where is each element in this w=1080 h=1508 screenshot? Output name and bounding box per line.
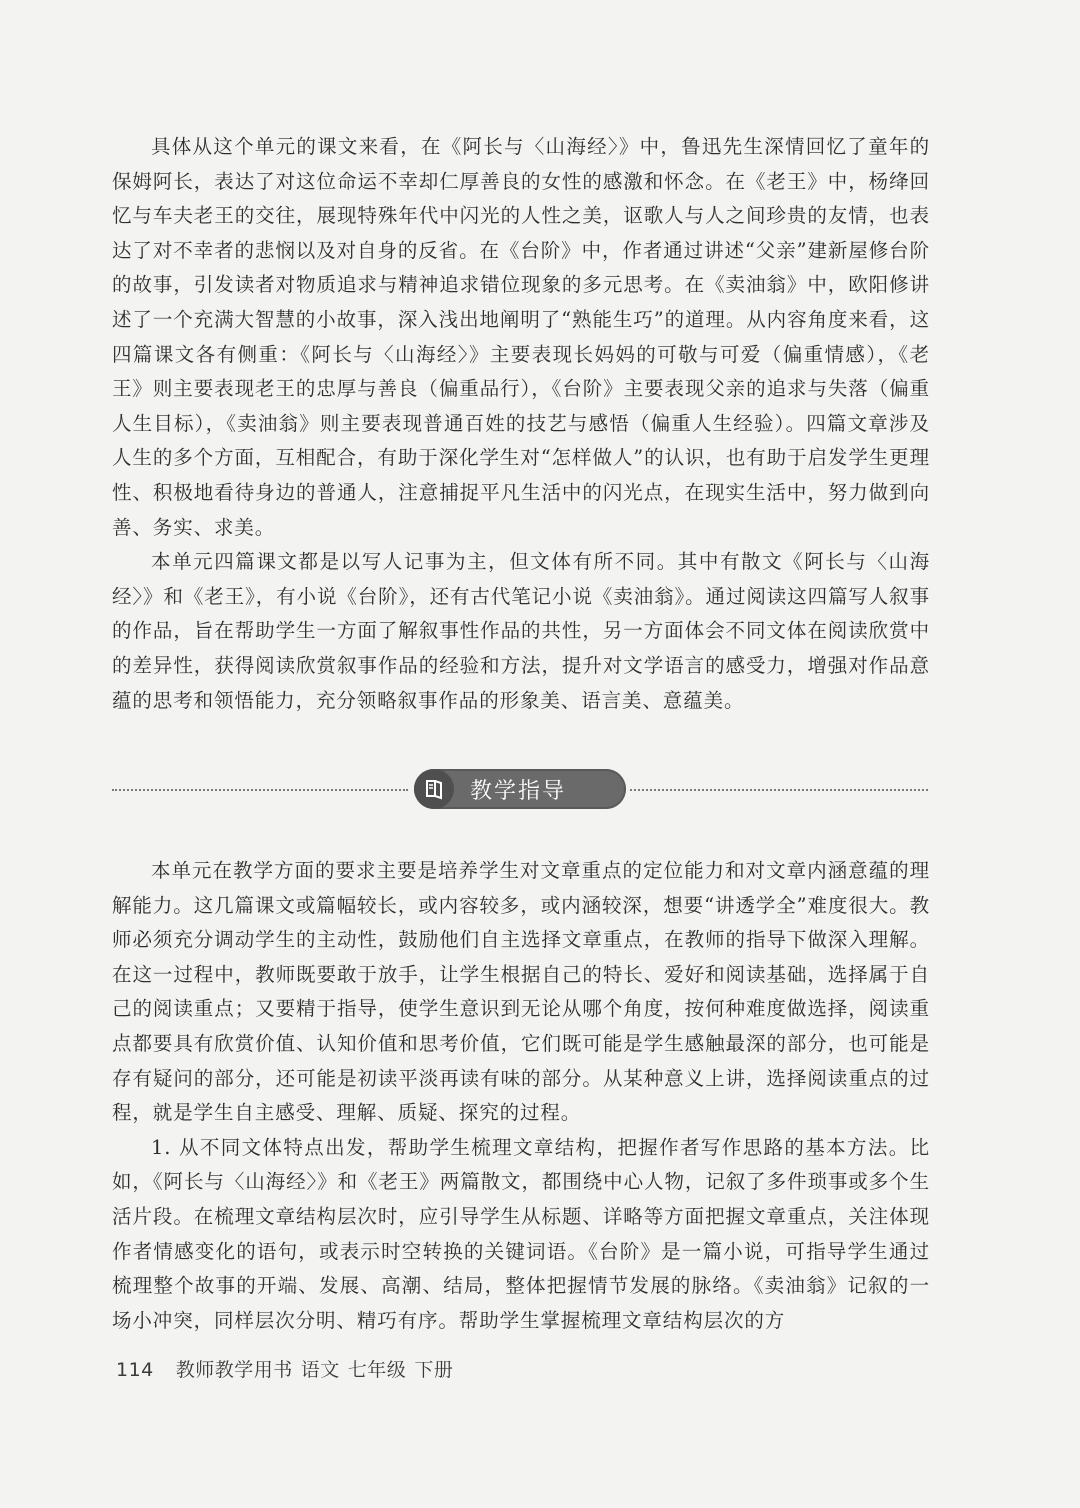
subject: 语文: [300, 1359, 340, 1381]
dotted-divider-right: [630, 789, 928, 791]
section-title: 教学指导: [470, 778, 567, 804]
dotted-divider-left: [112, 789, 408, 791]
paragraph: 1. 从不同文体特点出发，帮助学生梳理文章结构，把握作者写作思路的基本方法。比如，《阿长与〈山海经〉》和《老王》两篇散文，都围绕中心人物，记叙了多件琐事或多个生活片段。在梳理文章结构层次时，应引导学生从标题、详略等方面把握文章重点，关注体现作者情感变化的语句，或表示时空转换的关键词语。《台阶》是一篇小说，可指导学生通过梳理整个故事的开端、发展、高潮、结局，整体把握情节发展的脉络。《卖油翁》记叙的一场小冲突，同样层次分明、精巧有序。帮助学生掌握梳理文章结构层次的方: [112, 1135, 930, 1332]
paragraph: 具体从这个单元的课文来看，在《阿长与〈山海经〉》中，鲁迅先生深情回忆了童年的保姆阿长，表达了对这位命运不幸却仁厚善良的女性的感激和怀念。在《老王》中，杨绛回忆与车夫老王的交往，展现特殊年代中闪光的人性之美，讴歌人与人之间珍贵的友情，也表达了对不幸者的悲悯以及对自身的反省。在《台阶》中，作者通过讲述“父亲”建新屋修台阶的故事，引发读者对物质追求与精神追求错位现象的多元思考。在《卖油翁》中，欧阳修讲述了一个充满大智慧的小故事，深入浅出地阐明了“熟能生巧”的道理。从内容角度来看，这四篇课文各有侧重：《阿长与〈山海经〉》主要表现长妈妈的可敬与可爱（偏重情感），《老王》则主要表现老王的忠厚与善良（偏重品行），《台阶》主要表现父亲的追求与失落（偏重人生目标），《卖油翁》则主要表现普通百姓的技艺与感悟（偏重人生经验）。四篇文章涉及人生的多个方面，互相配合，有助于深化学生对“怎样做人”的认识，也有助于启发学生更理性、积极地看待身边的普通人，注意捕捉平凡生活中的闪光点，在现实生活中，努力做到向善、务实、求美。: [112, 135, 930, 539]
section-teaching-guidance: [112, 854, 930, 1338]
paragraph: 本单元四篇课文都是以写人记事为主，但文体有所不同。其中有散文《阿长与〈山海经〉》和《老王》，有小说《台阶》，还有古代笔记小说《卖油翁》。通过阅读这四篇写人叙事的作品，旨在帮助学生一方面了解叙事性作品的共性，另一方面体会不同文体在阅读欣赏中的差异性，获得阅读欣赏叙事作品的经验和方法，提升对文学语言的感受力，增强对作品意蕴的思考和领悟能力，充分领略叙事作品的形象美、语言美、意蕴美。: [112, 550, 930, 712]
book-title: 教师教学用书: [175, 1359, 293, 1381]
volume: 下册: [414, 1359, 454, 1381]
paragraph: 本单元在教学方面的要求主要是培养学生对文章重点的定位能力和对文章内涵意蕴的理解能力。这几篇课文或篇幅较长，或内容较多，或内涵较深，想要“讲透学全”难度很大。教师必须充分调动学生的主动性，鼓励他们自主选择文章重点，在教师的指导下做深入理解。在这一过程中，教师既要敢于放手，让学生根据自己的特长、爱好和阅读基础，选择属于自己的阅读重点；又要精于指导，使学生意识到无论从哪个角度，按何种难度做选择，阅读重点都要具有欣赏价值、认知价值和思考价值，它们既可能是学生感触最深的部分，也可能是存有疑问的部分，还可能是初读平淡再读有味的部分。从某种意义上讲，选择阅读重点的过程，就是学生自主感受、理解、质疑、探究的过程。: [112, 859, 930, 1125]
section-header: [112, 767, 928, 813]
grade: 七年级: [347, 1359, 407, 1381]
book-icon: [414, 769, 454, 809]
page-footer: [116, 1355, 453, 1382]
section-title-badge: [414, 769, 626, 809]
section-intro: [112, 130, 930, 718]
page-number: 114: [116, 1359, 154, 1381]
